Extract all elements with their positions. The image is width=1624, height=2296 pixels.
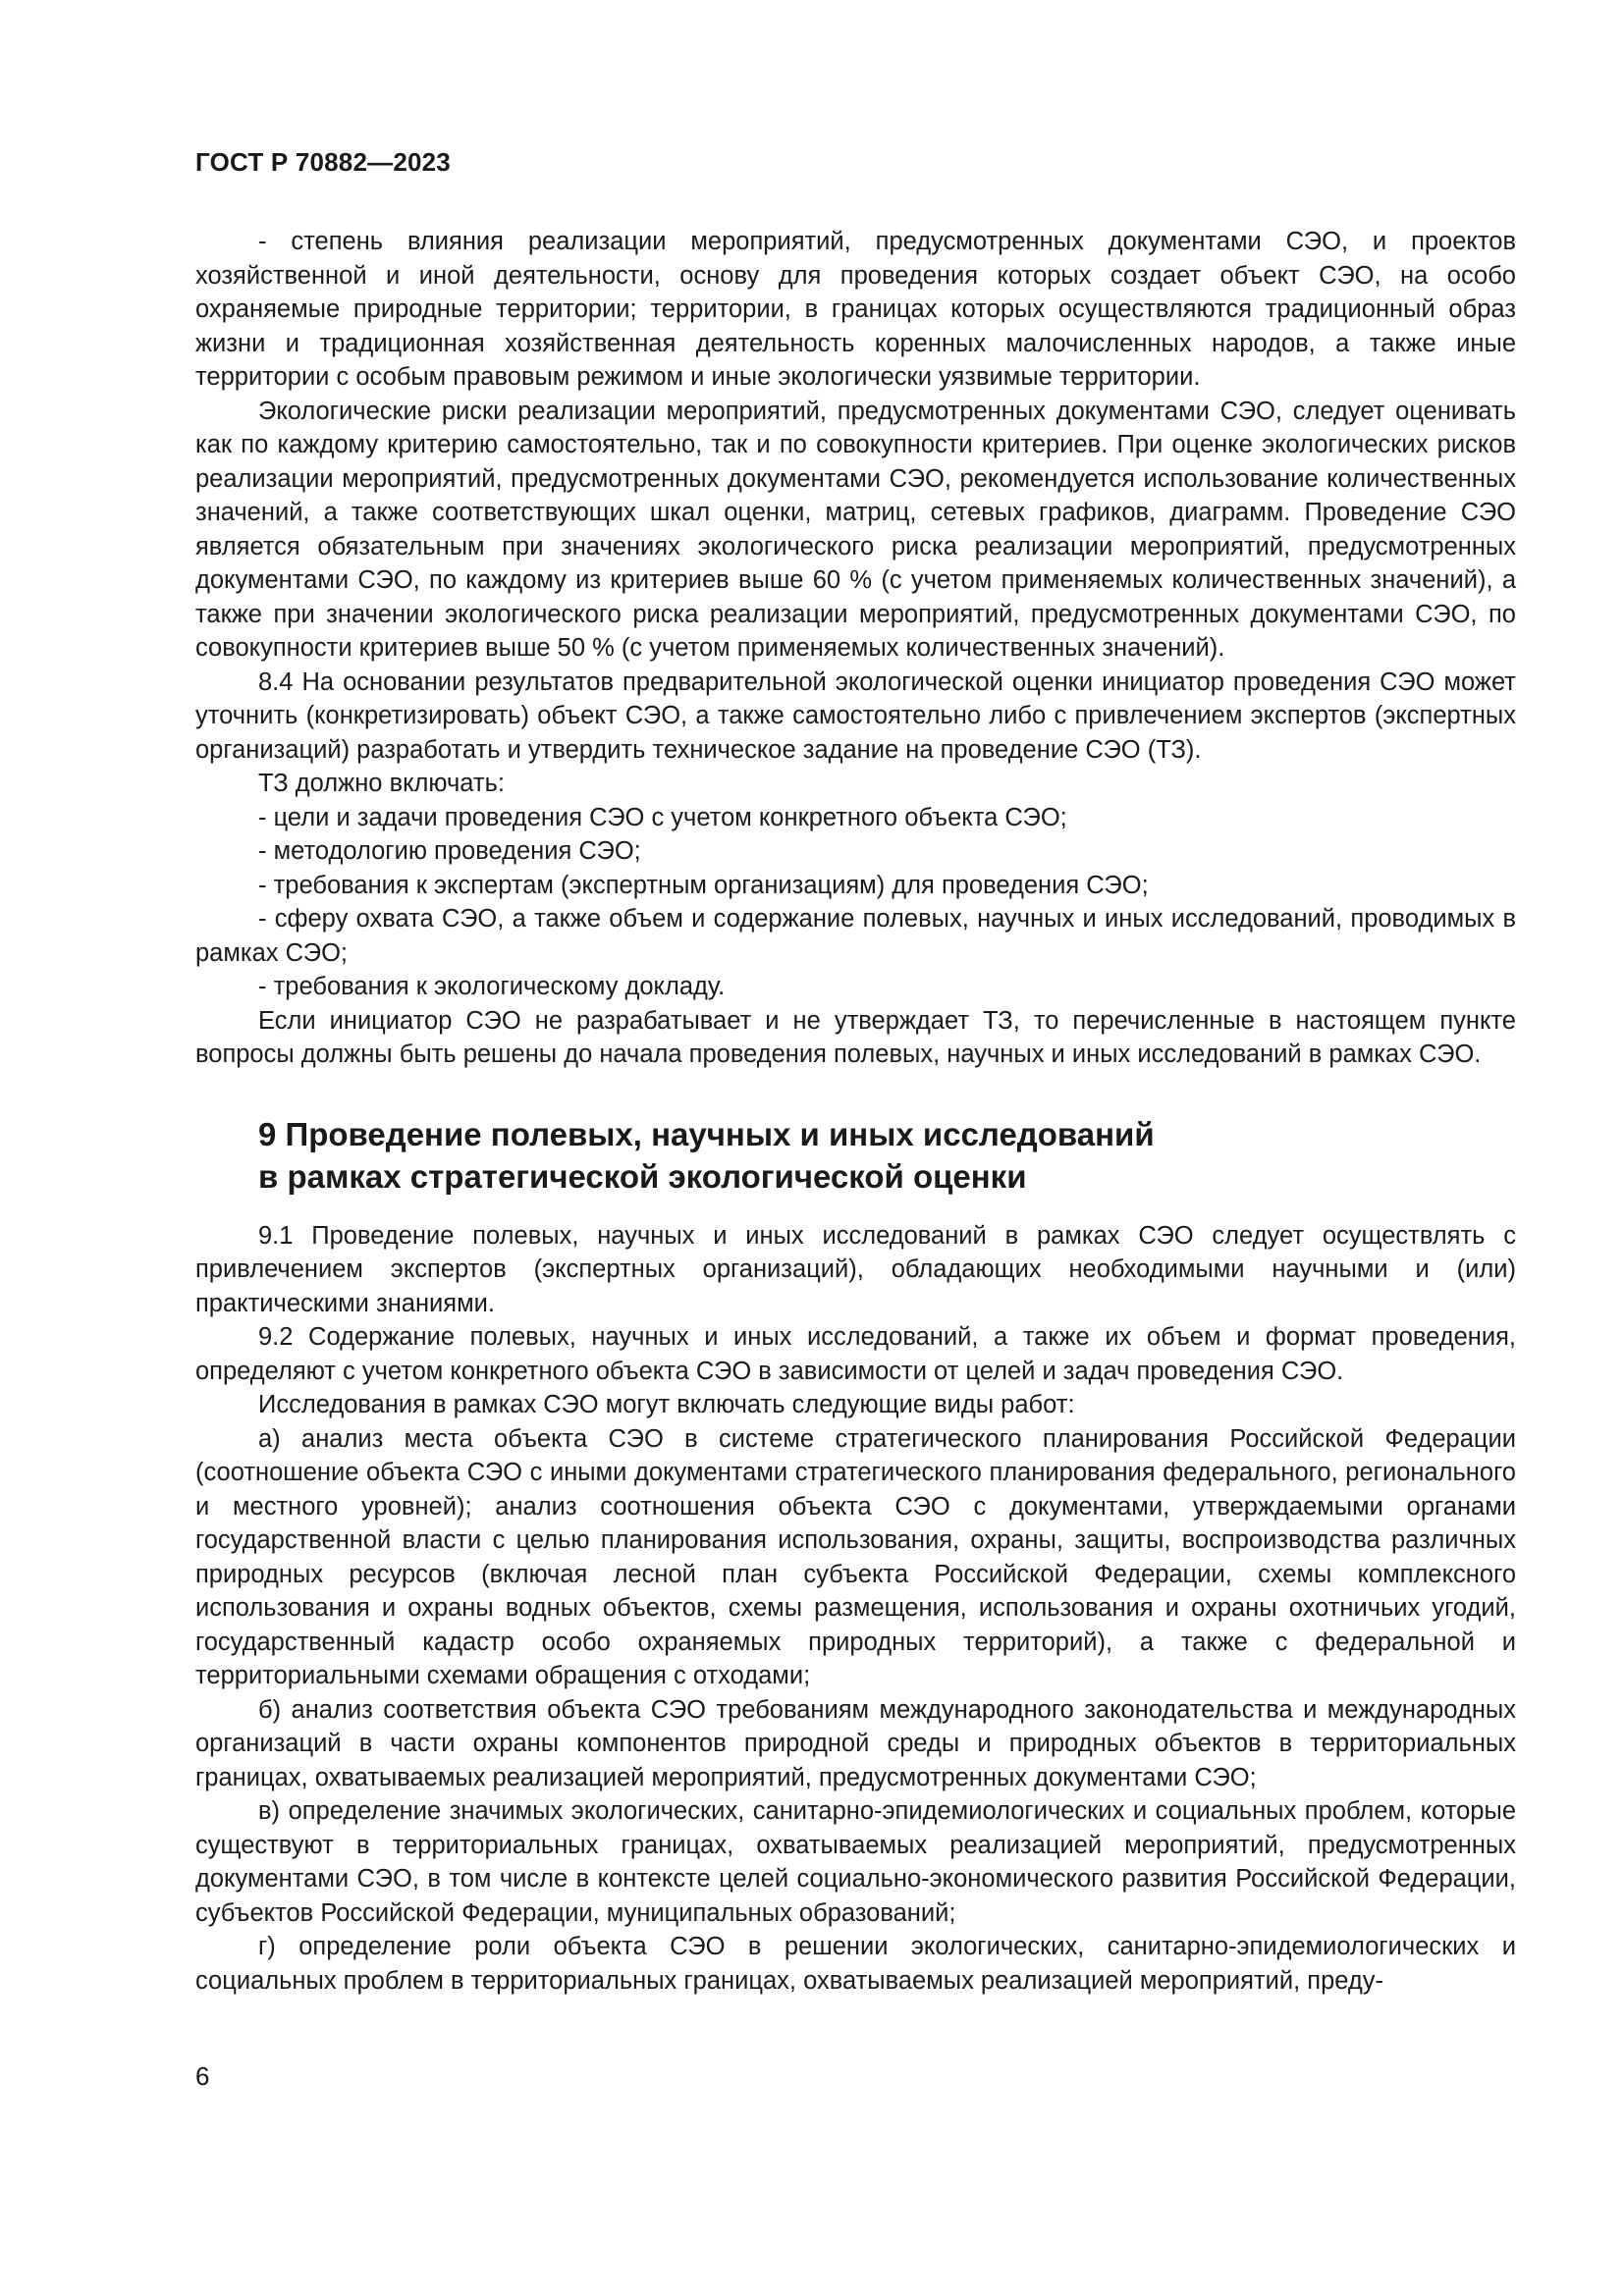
section-heading bbox=[195, 1113, 1516, 1198]
section-heading-line-2: в рамках стратегической экологической оценки bbox=[258, 1157, 1027, 1195]
paragraph: ТЗ должно включать: bbox=[258, 770, 505, 797]
list-item: - требования к экологическому докладу. bbox=[258, 973, 726, 1000]
paragraph: 8.4 На основании результатов предварительной экологической оценки инициатор проведения СЭО может уточнить (конкретизировать) объект СЭО, а также самостоятельно либо с привлечением экспертов (экспертных организаций) разработать и утвердить техническое задание на проведение СЭО (ТЗ). bbox=[195, 667, 1516, 764]
list-item: - сферу охвата СЭО, а также объем и содержание полевых, научных и иных исследований, проводимых в рамках СЭО; bbox=[195, 905, 1516, 967]
paragraph: - степень влияния реализации мероприятий, предусмотренных документами СЭО, и проектов хозяйственной и иной деятельности, основу для проведения которых создает объект СЭО, на особо охраняемые природные территории; территории, в границах которых осуществляются традиционный образ жизни и традиционная хозяйственная деятельность коренных малочисленных народов, а также иные территории с особым правовым режимом и иные экологически уязвимые территории. bbox=[195, 228, 1516, 391]
paragraph: 9.1 Проведение полевых, научных и иных исследований в рамках СЭО следует осуществлять с привлечением экспертов (экспертных организаций), обладающих необходимыми научными и (или) практическими знаниями. bbox=[195, 1221, 1516, 1317]
list-item: б) анализ соответствия объекта СЭО требованиям международного законодательства и международных организаций в части охраны компонентов природной среды и природных объектов в территориальных границах, охватываемых реализацией мероприятий, предусмотренных документами СЭО; bbox=[195, 1695, 1516, 1791]
list-item: в) определение значимых экологических, санитарно-эпидемиологических и социальных проблем, которые существуют в территориальных границах, охватываемых реализацией мероприятий, предусмотренных документами СЭО, в том числе в контексте целей социально-экономического развития Российской Федерации, субъектов Российской Федерации, муниципальных образований; bbox=[195, 1797, 1516, 1927]
paragraph: Если инициатор СЭО не разрабатывает и не утверждает ТЗ, то перечисленные в настоящем пункте вопросы должны быть решены до начала проведения полевых, научных и иных исследований в рамках СЭО. bbox=[195, 1006, 1516, 1068]
list-item: г) определение роли объекта СЭО в решении экологических, санитарно-эпидемиологических и социальных проблем в территориальных границах, охватываемых реализацией мероприятий, преду- bbox=[195, 1933, 1516, 1995]
list-item: - цели и задачи проведения СЭО с учетом конкретного объекта СЭО; bbox=[258, 803, 1067, 831]
paragraph: Исследования в рамках СЭО могут включать следующие виды работ: bbox=[258, 1391, 1075, 1418]
list-item: - методологию проведения СЭО; bbox=[258, 837, 641, 865]
list-item: - требования к экспертам (экспертным организациям) для проведения СЭО; bbox=[258, 871, 1149, 899]
document-body bbox=[195, 225, 1516, 1998]
page-number: 6 bbox=[195, 2061, 210, 2091]
list-item: а) анализ места объекта СЭО в системе стратегического планирования Российской Федерации (соотношение объекта СЭО с иными документами стратегического планирования федерального, регионального и местного уровней); анализ соотношения объекта СЭО с документами, утверждаемыми органами государственной власти с целью планирования использования, охраны, защиты, воспроизводства различных природных ресурсов (включая лесной план субъекта Российской Федерации, схемы комплексного использования и охраны водных объектов, схемы размещения, использования и охраны охотничьих угодий, государственный кадастр особо охраняемых природных территорий), а также с федеральной и территориальными схемами обращения с отходами; bbox=[195, 1424, 1516, 1689]
document-code-header: ГОСТ Р 70882—2023 bbox=[195, 147, 451, 177]
paragraph: 9.2 Содержание полевых, научных и иных исследований, а также их объем и формат проведения, определяют с учетом конкретного объекта СЭО в зависимости от целей и задач проведения СЭО. bbox=[195, 1323, 1516, 1385]
section-heading-line-1: 9 Проведение полевых, научных и иных исследований bbox=[258, 1115, 1155, 1152]
paragraph: Экологические риски реализации мероприятий, предусмотренных документами СЭО, следует оценивать как по каждому критерию самостоятельно, так и по совокупности критериев. При оценке экологических рисков реализации мероприятий, предусмотренных документами СЭО, рекомендуется использование количественных значений, а также соответствующих шкал оценки, матриц, сетевых графиков, диаграмм. Проведение СЭО является обязательным при значениях экологического риска реализации мероприятий, предусмотренных документами СЭО, по каждому из критериев выше 60 % (с учетом применяемых количественных значений), а также при значении экологического риска реализации мероприятий, предусмотренных документами СЭО, по совокупности критериев выше 50 % (с учетом применяемых количественных значений). bbox=[195, 397, 1516, 662]
